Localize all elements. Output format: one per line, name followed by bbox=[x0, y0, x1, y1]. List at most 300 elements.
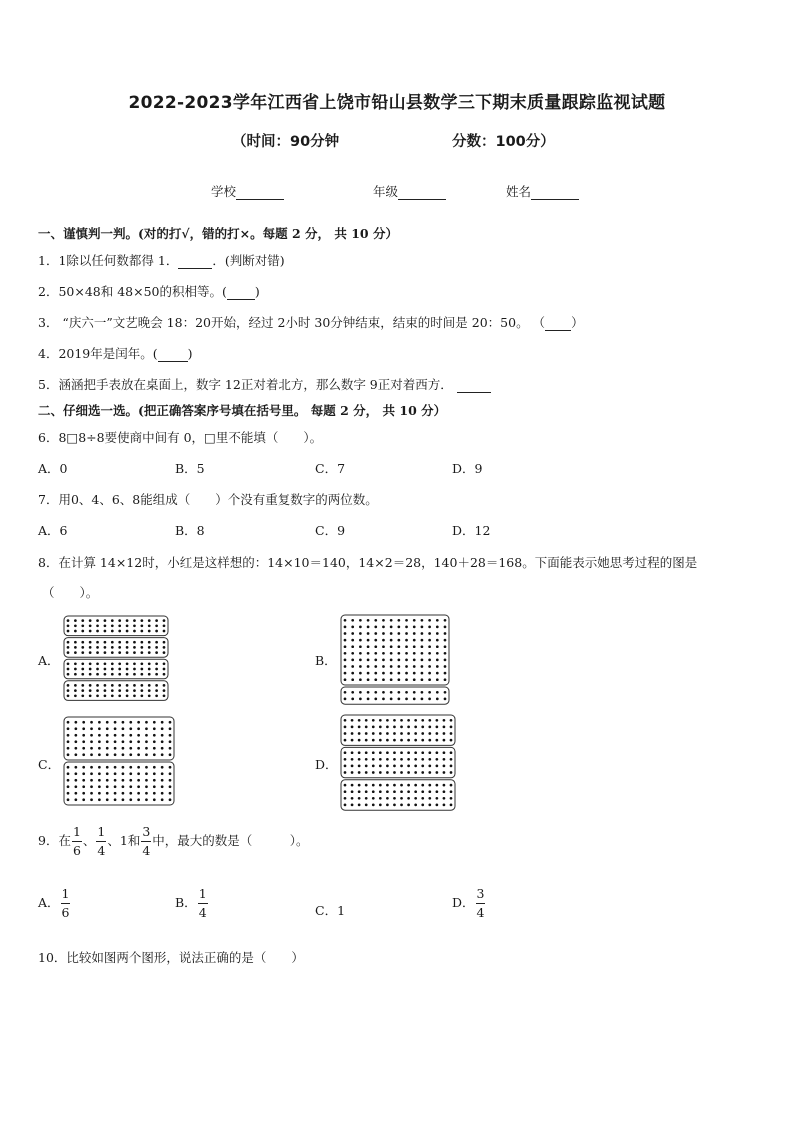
dot bbox=[74, 721, 77, 724]
dot bbox=[74, 753, 77, 756]
dot bbox=[374, 678, 377, 681]
dot bbox=[148, 619, 151, 622]
dot bbox=[393, 739, 396, 742]
dot bbox=[414, 771, 417, 774]
q9-option-b[interactable]: B． $\frac{1}{4}$ bbox=[175, 886, 207, 920]
dot bbox=[414, 751, 417, 754]
dot bbox=[81, 689, 84, 692]
dot bbox=[421, 632, 424, 635]
dot bbox=[367, 678, 370, 681]
dot bbox=[407, 739, 410, 742]
dot bbox=[163, 619, 166, 622]
dot bbox=[358, 758, 361, 761]
dot bbox=[74, 662, 77, 665]
dot bbox=[393, 804, 396, 807]
dot bbox=[148, 668, 151, 671]
dot bbox=[67, 673, 70, 676]
dot bbox=[428, 758, 431, 761]
dot bbox=[374, 652, 377, 655]
dot bbox=[344, 678, 347, 681]
dot bbox=[443, 790, 446, 793]
grade-blank[interactable] bbox=[398, 187, 446, 200]
dot bbox=[393, 790, 396, 793]
dot bbox=[140, 684, 143, 687]
dot bbox=[148, 684, 151, 687]
dot bbox=[96, 662, 99, 665]
dot bbox=[163, 646, 166, 649]
dot bbox=[436, 804, 439, 807]
name-field bbox=[506, 182, 579, 200]
dot bbox=[379, 726, 382, 729]
exam-score: 分数：100分） bbox=[452, 134, 555, 150]
dot bbox=[365, 790, 368, 793]
dot bbox=[400, 726, 403, 729]
dot bbox=[104, 689, 107, 692]
dot bbox=[421, 619, 424, 622]
dot bbox=[74, 747, 77, 750]
dot bbox=[344, 672, 347, 675]
dot bbox=[89, 630, 92, 633]
dot bbox=[400, 758, 403, 761]
dot bbox=[90, 798, 93, 801]
dot bbox=[382, 691, 385, 694]
dot bbox=[122, 766, 125, 769]
dot bbox=[351, 672, 354, 675]
dot bbox=[386, 758, 389, 761]
dot bbox=[436, 665, 439, 668]
dot bbox=[444, 698, 447, 701]
question-8-line-1: 8．在计算 14×12时，小红是这样想的：14×10＝140，14×2＝28，140＋28＝168。下面能表示她思考过程的图是 bbox=[38, 555, 698, 570]
dot bbox=[67, 779, 70, 782]
dot bbox=[372, 758, 375, 761]
dot bbox=[428, 765, 431, 768]
dot bbox=[126, 694, 129, 697]
dot bbox=[400, 765, 403, 768]
dot bbox=[413, 698, 416, 701]
dot bbox=[169, 740, 172, 743]
dot bbox=[129, 792, 132, 795]
dot bbox=[428, 790, 431, 793]
dot bbox=[428, 691, 431, 694]
dot bbox=[413, 659, 416, 662]
dot bbox=[374, 672, 377, 675]
dot-block bbox=[341, 615, 449, 685]
dot bbox=[104, 624, 107, 627]
dot bbox=[89, 694, 92, 697]
dot bbox=[382, 639, 385, 642]
dot bbox=[344, 732, 347, 735]
dot bbox=[382, 626, 385, 629]
dot bbox=[436, 784, 439, 787]
dot bbox=[81, 630, 84, 633]
dot bbox=[137, 766, 140, 769]
q8-figure-c[interactable] bbox=[63, 716, 177, 808]
dot bbox=[114, 798, 117, 801]
dot bbox=[169, 721, 172, 724]
q8-figure-b[interactable] bbox=[340, 614, 452, 704]
dot bbox=[145, 798, 148, 801]
dot bbox=[358, 804, 361, 807]
dot bbox=[421, 691, 424, 694]
dot bbox=[379, 751, 382, 754]
dot bbox=[74, 727, 77, 730]
dot bbox=[114, 747, 117, 750]
dot bbox=[90, 753, 93, 756]
dot bbox=[374, 691, 377, 694]
dot bbox=[129, 721, 132, 724]
dot bbox=[145, 772, 148, 775]
dot bbox=[344, 739, 347, 742]
dot bbox=[106, 721, 109, 724]
dot bbox=[344, 726, 347, 729]
dot bbox=[344, 632, 347, 635]
dot bbox=[90, 785, 93, 788]
dot bbox=[374, 619, 377, 622]
dot bbox=[351, 652, 354, 655]
dot bbox=[379, 732, 382, 735]
question-8-line-2: （ ）。 bbox=[42, 585, 99, 600]
dot bbox=[140, 662, 143, 665]
q9-option-a[interactable]: A． $\frac{1}{6}$ bbox=[38, 886, 70, 920]
dot bbox=[407, 784, 410, 787]
dot bbox=[351, 732, 354, 735]
dot bbox=[372, 751, 375, 754]
dot bbox=[74, 619, 77, 622]
dot bbox=[428, 652, 431, 655]
dot bbox=[98, 798, 101, 801]
dot bbox=[390, 639, 393, 642]
dot bbox=[96, 646, 99, 649]
school-field bbox=[211, 182, 284, 200]
dot bbox=[111, 689, 114, 692]
dot bbox=[153, 785, 156, 788]
dot bbox=[344, 765, 347, 768]
q7-option-b[interactable]: B．8 bbox=[175, 523, 205, 538]
dot bbox=[140, 630, 143, 633]
dot bbox=[351, 784, 354, 787]
dot bbox=[74, 766, 77, 769]
dot bbox=[365, 751, 368, 754]
dot bbox=[436, 790, 439, 793]
dot bbox=[400, 790, 403, 793]
dot bbox=[169, 727, 172, 730]
dot bbox=[96, 673, 99, 676]
dot bbox=[118, 646, 121, 649]
dot bbox=[421, 645, 424, 648]
dot bbox=[365, 719, 368, 722]
dot bbox=[390, 652, 393, 655]
dot bbox=[67, 772, 70, 775]
dot bbox=[169, 734, 172, 737]
q7-option-a[interactable]: A．6 bbox=[38, 523, 68, 538]
dot bbox=[161, 779, 164, 782]
dot bbox=[428, 639, 431, 642]
dot bbox=[82, 766, 85, 769]
dot bbox=[436, 645, 439, 648]
dot bbox=[407, 732, 410, 735]
dot bbox=[405, 632, 408, 635]
dot bbox=[428, 659, 431, 662]
dot bbox=[397, 639, 400, 642]
dot bbox=[74, 630, 77, 633]
dot bbox=[104, 662, 107, 665]
dot bbox=[67, 641, 70, 644]
dot bbox=[351, 639, 354, 642]
dot bbox=[82, 740, 85, 743]
grade-field bbox=[373, 182, 446, 200]
dot bbox=[436, 698, 439, 701]
dot bbox=[351, 619, 354, 622]
dot bbox=[98, 721, 101, 724]
dot bbox=[111, 651, 114, 654]
question-3: 3． “庆六一”文艺晚会 18：20开始，经过 2小时 30分钟结束，结束的时间是 20：50。 （ ） bbox=[38, 315, 584, 330]
dot bbox=[443, 751, 446, 754]
dot bbox=[405, 659, 408, 662]
dot bbox=[96, 651, 99, 654]
dot bbox=[163, 630, 166, 633]
dot bbox=[118, 689, 121, 692]
dot bbox=[443, 726, 446, 729]
q8-option-b-label[interactable]: B． bbox=[315, 653, 337, 668]
dot bbox=[104, 630, 107, 633]
dot bbox=[89, 651, 92, 654]
dot bbox=[407, 797, 410, 800]
dot-block bbox=[64, 659, 168, 679]
dot bbox=[382, 659, 385, 662]
dot bbox=[358, 719, 361, 722]
dot bbox=[421, 739, 424, 742]
dot bbox=[372, 784, 375, 787]
dot bbox=[413, 632, 416, 635]
dot bbox=[400, 719, 403, 722]
dot bbox=[367, 698, 370, 701]
dot bbox=[161, 740, 164, 743]
dot bbox=[161, 772, 164, 775]
dot bbox=[359, 645, 362, 648]
dot bbox=[365, 804, 368, 807]
school-blank[interactable] bbox=[236, 187, 284, 200]
dot bbox=[413, 691, 416, 694]
dot bbox=[386, 790, 389, 793]
dot bbox=[90, 721, 93, 724]
section-1-heading: 一、谨慎判一判。(对的打√，错的打×。每题 2 分， 共 10 分） bbox=[38, 226, 398, 241]
dot-block bbox=[64, 762, 174, 805]
dot bbox=[450, 739, 453, 742]
dot bbox=[145, 766, 148, 769]
dot bbox=[74, 651, 77, 654]
answer-blank-4[interactable] bbox=[158, 349, 188, 362]
dot bbox=[367, 619, 370, 622]
dot bbox=[145, 727, 148, 730]
dot bbox=[111, 668, 114, 671]
dot bbox=[81, 668, 84, 671]
dot bbox=[372, 771, 375, 774]
dot bbox=[351, 665, 354, 668]
name-blank[interactable] bbox=[531, 187, 579, 200]
dot bbox=[81, 619, 84, 622]
q8-option-a-label[interactable]: A． bbox=[38, 653, 60, 668]
dot bbox=[414, 765, 417, 768]
dot bbox=[359, 632, 362, 635]
dot bbox=[421, 626, 424, 629]
dot bbox=[133, 619, 136, 622]
dot bbox=[400, 739, 403, 742]
dot bbox=[122, 721, 125, 724]
dot bbox=[129, 734, 132, 737]
dot bbox=[89, 684, 92, 687]
answer-blank-2[interactable] bbox=[227, 287, 255, 300]
dot bbox=[153, 721, 156, 724]
q7-option-c[interactable]: C．9 bbox=[315, 523, 346, 538]
dot bbox=[436, 639, 439, 642]
dot bbox=[74, 689, 77, 692]
dot bbox=[444, 678, 447, 681]
q6-option-a[interactable]: A．0 bbox=[38, 461, 68, 476]
dot bbox=[67, 646, 70, 649]
dot bbox=[428, 751, 431, 754]
q7-option-d[interactable]: D．12 bbox=[452, 523, 491, 538]
dot bbox=[67, 734, 70, 737]
dot bbox=[145, 740, 148, 743]
dot bbox=[155, 694, 158, 697]
dot bbox=[118, 651, 121, 654]
dot bbox=[390, 659, 393, 662]
q9-option-c[interactable]: C．1 bbox=[315, 903, 346, 918]
school-label: 学校 bbox=[211, 184, 237, 199]
dot bbox=[89, 668, 92, 671]
dot bbox=[358, 726, 361, 729]
dot bbox=[405, 691, 408, 694]
dot bbox=[382, 672, 385, 675]
dot bbox=[344, 771, 347, 774]
dot bbox=[67, 651, 70, 654]
dot bbox=[428, 698, 431, 701]
dot bbox=[393, 751, 396, 754]
dot bbox=[111, 662, 114, 665]
dot bbox=[358, 765, 361, 768]
q6-option-d[interactable]: D．9 bbox=[452, 461, 483, 476]
dot bbox=[118, 684, 121, 687]
q8-option-d-label[interactable]: D． bbox=[315, 757, 338, 772]
dot bbox=[137, 798, 140, 801]
dot bbox=[379, 790, 382, 793]
dot bbox=[104, 684, 107, 687]
dot bbox=[359, 659, 362, 662]
dot bbox=[428, 645, 431, 648]
dot bbox=[155, 646, 158, 649]
dot bbox=[428, 678, 431, 681]
q8-figure-a[interactable] bbox=[63, 615, 171, 701]
dot bbox=[98, 734, 101, 737]
dot bbox=[140, 694, 143, 697]
dot bbox=[413, 619, 416, 622]
dot bbox=[140, 651, 143, 654]
dot bbox=[344, 619, 347, 622]
dot bbox=[148, 624, 151, 627]
dot bbox=[344, 652, 347, 655]
dot bbox=[106, 772, 109, 775]
dot bbox=[155, 630, 158, 633]
dot bbox=[405, 652, 408, 655]
dot bbox=[450, 765, 453, 768]
dot bbox=[145, 753, 148, 756]
dot bbox=[365, 784, 368, 787]
q6-option-c[interactable]: C．7 bbox=[315, 461, 346, 476]
dot bbox=[111, 619, 114, 622]
dot bbox=[386, 797, 389, 800]
dot bbox=[163, 673, 166, 676]
dot bbox=[450, 758, 453, 761]
dot bbox=[390, 678, 393, 681]
dot bbox=[67, 689, 70, 692]
dot bbox=[421, 652, 424, 655]
answer-blank-5[interactable] bbox=[457, 380, 491, 393]
dot bbox=[351, 751, 354, 754]
dot bbox=[436, 678, 439, 681]
dot bbox=[163, 641, 166, 644]
dot bbox=[82, 785, 85, 788]
dot bbox=[155, 624, 158, 627]
dot bbox=[414, 732, 417, 735]
dot bbox=[344, 691, 347, 694]
dot bbox=[365, 797, 368, 800]
q9-option-d[interactable]: D． $\frac{3}{4}$ bbox=[452, 886, 485, 920]
q8-option-c-label[interactable]: C． bbox=[38, 757, 61, 772]
dot bbox=[436, 771, 439, 774]
dot bbox=[133, 689, 136, 692]
question-6: 6．8□8÷8要使商中间有 0，□里不能填（ ）。 bbox=[38, 430, 323, 445]
dot bbox=[74, 792, 77, 795]
dot bbox=[444, 652, 447, 655]
dot bbox=[421, 665, 424, 668]
dot bbox=[122, 785, 125, 788]
dot bbox=[129, 727, 132, 730]
dot bbox=[450, 726, 453, 729]
dot bbox=[382, 632, 385, 635]
dot bbox=[137, 792, 140, 795]
dot bbox=[98, 779, 101, 782]
dot bbox=[436, 797, 439, 800]
dot bbox=[351, 659, 354, 662]
dot bbox=[351, 758, 354, 761]
dot bbox=[161, 766, 164, 769]
dot bbox=[81, 662, 84, 665]
dot bbox=[372, 732, 375, 735]
dot-block bbox=[64, 616, 168, 636]
dot-block bbox=[64, 681, 168, 701]
dot bbox=[344, 758, 347, 761]
answer-blank-1[interactable] bbox=[178, 256, 212, 269]
dot bbox=[382, 665, 385, 668]
dot bbox=[148, 646, 151, 649]
dot bbox=[393, 765, 396, 768]
dot bbox=[90, 779, 93, 782]
answer-blank-3[interactable] bbox=[545, 318, 571, 331]
dot bbox=[421, 797, 424, 800]
dot bbox=[344, 790, 347, 793]
dot bbox=[129, 785, 132, 788]
dot bbox=[379, 784, 382, 787]
dot bbox=[428, 797, 431, 800]
dot bbox=[374, 665, 377, 668]
q8-figure-d[interactable] bbox=[340, 714, 460, 810]
q6-option-b[interactable]: B．5 bbox=[175, 461, 205, 476]
dot bbox=[382, 645, 385, 648]
dot bbox=[414, 804, 417, 807]
dot bbox=[126, 662, 129, 665]
dot bbox=[390, 698, 393, 701]
dot bbox=[140, 624, 143, 627]
